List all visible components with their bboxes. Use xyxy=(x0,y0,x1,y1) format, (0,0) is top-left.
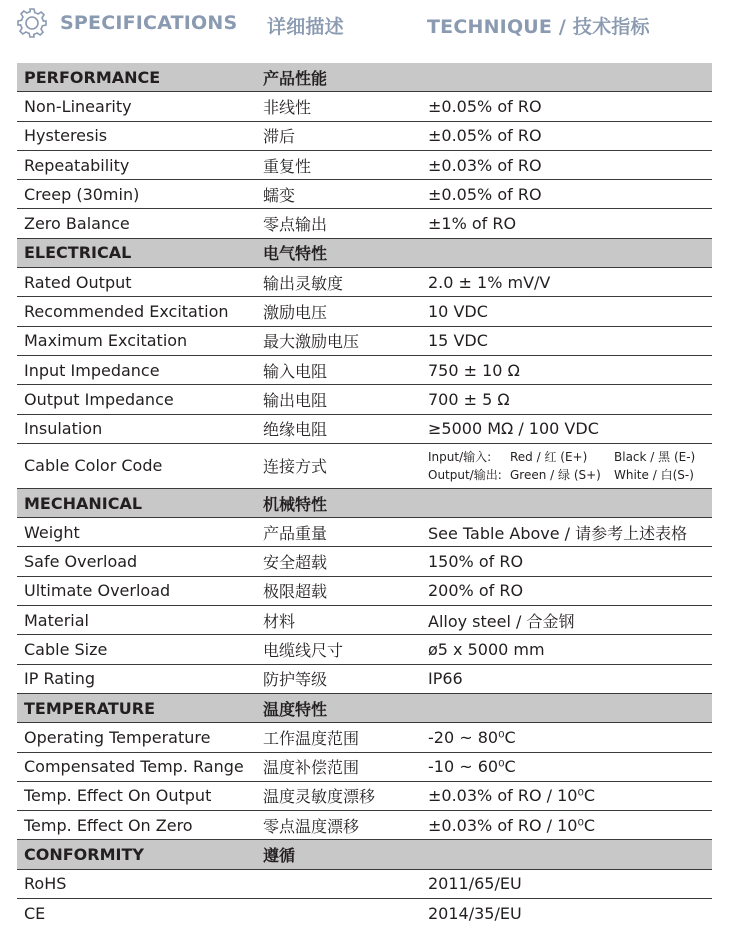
param-en: Non-Linearity xyxy=(17,92,257,121)
section-header xyxy=(17,488,712,517)
param-en: Cable Size xyxy=(17,635,257,664)
param-cn: 材料 xyxy=(257,606,420,635)
param-en: Input Impedance xyxy=(17,355,257,384)
section-title-cn: 遵循 xyxy=(257,840,420,869)
table-row xyxy=(17,781,712,810)
param-cn: 重复性 xyxy=(257,150,420,179)
table-row xyxy=(17,150,712,179)
param-value: -20 ~ 80⁰C xyxy=(420,723,712,752)
section-spacer xyxy=(420,488,712,517)
title-english: SPECIFICATIONS xyxy=(60,12,238,34)
param-cn: 电缆线尺寸 xyxy=(257,635,420,664)
table-row xyxy=(17,869,712,898)
param-value: ±0.03% of RO / 10⁰C xyxy=(420,811,712,840)
section-header xyxy=(17,840,712,869)
cable-color-values xyxy=(420,443,712,488)
param-value: ±0.03% of RO / 10⁰C xyxy=(420,781,712,810)
cable-input-line xyxy=(428,448,712,466)
section-title-en: CONFORMITY xyxy=(17,840,257,869)
param-value: 200% of RO xyxy=(420,576,712,605)
table-row xyxy=(17,576,712,605)
param-value: 2011/65/EU xyxy=(420,869,712,898)
param-en: Material xyxy=(17,606,257,635)
param-value: IP66 xyxy=(420,664,712,693)
spec-table xyxy=(17,63,712,927)
table-row xyxy=(17,518,712,547)
param-value: ≥5000 MΩ / 100 VDC xyxy=(420,414,712,443)
param-en: Temp. Effect On Zero xyxy=(17,811,257,840)
param-en: Operating Temperature xyxy=(17,723,257,752)
table-row xyxy=(17,752,712,781)
table-row xyxy=(17,723,712,752)
param-en: Maximum Excitation xyxy=(17,326,257,355)
section-spacer xyxy=(420,693,712,722)
table-row xyxy=(17,664,712,693)
param-en: Cable Color Code xyxy=(17,443,257,488)
param-cn: 连接方式 xyxy=(257,443,420,488)
section-spacer xyxy=(420,840,712,869)
param-cn: 零点输出 xyxy=(257,209,420,238)
param-cn: 防护等级 xyxy=(257,664,420,693)
param-cn: 非线性 xyxy=(257,92,420,121)
table-row xyxy=(17,547,712,576)
table-row xyxy=(17,899,712,928)
param-value: ±0.05% of RO xyxy=(420,180,712,209)
param-en: CE xyxy=(24,903,46,923)
table-row-cable-color xyxy=(17,443,712,488)
param-value: 750 ± 10 Ω xyxy=(420,355,712,384)
param-value: 15 VDC xyxy=(420,326,712,355)
param-en: Compensated Temp. Range xyxy=(17,752,257,781)
section-title-cn: 产品性能 xyxy=(257,63,420,92)
section-spacer xyxy=(420,238,712,267)
param-cn: 输出灵敏度 xyxy=(257,268,420,297)
spec-header xyxy=(0,0,731,50)
section-spacer xyxy=(420,63,712,92)
param-en: RoHS xyxy=(17,869,257,898)
param-en: Zero Balance xyxy=(17,209,257,238)
param-en: Temp. Effect On Output xyxy=(17,781,257,810)
param-value: ø5 x 5000 mm xyxy=(420,635,712,664)
section-header xyxy=(17,693,712,722)
section-header xyxy=(17,238,712,267)
table-row xyxy=(17,385,712,414)
param-en: Recommended Excitation xyxy=(17,297,257,326)
param-en: Safe Overload xyxy=(17,547,257,576)
table-row xyxy=(17,92,712,121)
section-header xyxy=(17,63,712,92)
param-value: 10 VDC xyxy=(420,297,712,326)
table-row xyxy=(17,635,712,664)
param-value: ±0.05% of RO xyxy=(420,121,712,150)
param-cn: 输入电阻 xyxy=(257,355,420,384)
param-cn: 零点温度漂移 xyxy=(257,811,420,840)
table-row xyxy=(17,355,712,384)
param-cn: 工作温度范围 xyxy=(257,723,420,752)
param-value: ±0.03% of RO xyxy=(420,150,712,179)
param-cn: 激励电压 xyxy=(257,297,420,326)
table-row xyxy=(17,209,712,238)
gear-icon xyxy=(16,7,48,39)
table-row xyxy=(17,268,712,297)
param-cn: 绝缘电阻 xyxy=(257,414,420,443)
section-title-cn: 电气特性 xyxy=(257,238,420,267)
cable-green: Green / 绿 (S+) xyxy=(510,467,601,482)
param-value: 150% of RO xyxy=(420,547,712,576)
cable-white: White / 白(S-) xyxy=(614,467,694,482)
section-title-en: TEMPERATURE xyxy=(17,693,257,722)
param-value: ±1% of RO xyxy=(420,209,712,238)
param-en: Ultimate Overload xyxy=(17,576,257,605)
cable-input-label: Input/输入: xyxy=(428,449,492,464)
param-value: -10 ~ 60⁰C xyxy=(420,752,712,781)
param-cn xyxy=(257,899,420,928)
section-title-en: ELECTRICAL xyxy=(17,238,257,267)
table-row xyxy=(17,180,712,209)
param-value: 2014/35/EU xyxy=(428,903,522,923)
section-title-cn: 机械特性 xyxy=(257,488,420,517)
param-cn: 温度补偿范围 xyxy=(257,752,420,781)
table-row xyxy=(17,297,712,326)
param-cn: 产品重量 xyxy=(257,518,420,547)
param-cn: 输出电阻 xyxy=(257,385,420,414)
param-en: Weight xyxy=(17,518,257,547)
param-en: Rated Output xyxy=(17,268,257,297)
param-value: ±0.05% of RO xyxy=(420,92,712,121)
param-value: See Table Above / 请参考上述表格 xyxy=(420,518,712,547)
title-technique: TECHNIQUE / 技术指标 xyxy=(427,16,650,38)
section-title-en: PERFORMANCE xyxy=(17,63,257,92)
param-cn: 蠕变 xyxy=(257,180,420,209)
title-chinese: 详细描述 xyxy=(267,16,344,38)
param-cn xyxy=(257,869,420,898)
param-value: 700 ± 5 Ω xyxy=(420,385,712,414)
param-cn: 最大激励电压 xyxy=(257,326,420,355)
param-en: Output Impedance xyxy=(17,385,257,414)
param-en: Hysteresis xyxy=(17,121,257,150)
param-cn: 滞后 xyxy=(257,121,420,150)
param-value: 2.0 ± 1% mV/V xyxy=(420,268,712,297)
param-en: Repeatability xyxy=(17,150,257,179)
cable-output-label: Output/输出: xyxy=(428,467,502,482)
param-cn: 极限超载 xyxy=(257,576,420,605)
cable-black: Black / 黑 (E-) xyxy=(614,449,696,464)
param-cn: 安全超载 xyxy=(257,547,420,576)
cable-red: Red / 红 (E+) xyxy=(510,449,588,464)
param-en: Insulation xyxy=(17,414,257,443)
table-row xyxy=(17,811,712,840)
param-cn: 温度灵敏度漂移 xyxy=(257,781,420,810)
table-row xyxy=(17,606,712,635)
cable-output-line xyxy=(428,466,712,484)
param-en: IP Rating xyxy=(17,664,257,693)
param-en: Creep (30min) xyxy=(17,180,257,209)
table-row xyxy=(17,121,712,150)
section-title-en: MECHANICAL xyxy=(17,488,257,517)
param-value: Alloy steel / 合金钢 xyxy=(420,606,712,635)
section-title-cn: 温度特性 xyxy=(257,693,420,722)
table-row xyxy=(17,414,712,443)
table-row xyxy=(17,326,712,355)
